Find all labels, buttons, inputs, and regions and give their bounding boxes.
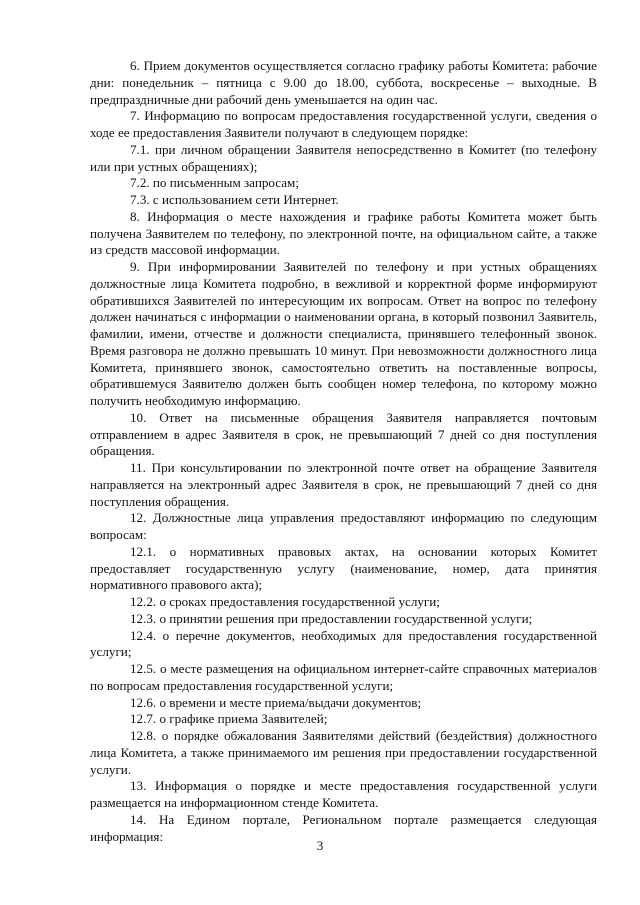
- paragraph-12-4: 12.4. о перечне документов, необходимых для предоставления государственной услуги;: [90, 627, 597, 660]
- paragraph-13: 13. Информация о порядке и месте предоставления государственной услуги размещается на информационном стенде Комитета.: [90, 778, 597, 810]
- paragraph-12-6: 12.6. о времени и месте приема/выдачи документов;: [130, 694, 422, 710]
- paragraph-12-8: 12.8. о порядке обжалования Заявителями действий (бездействия) должностного лица Комитета, а также принимаемого им решения при предоставлении государственной услуги.: [90, 728, 597, 777]
- paragraph-10: 10. Ответ на письменные обращения Заявителя направляется почтовым отправлением в адрес Заявителя в срок, не превышающий 7 дней со дня поступления обращения.: [90, 409, 597, 459]
- paragraph-12: 12. Должностные лица управления предоставляют информацию по следующим вопросам:: [90, 510, 597, 542]
- paragraph-7-2: 7.2. по письменным запросам;: [130, 175, 299, 191]
- paragraph-14: 14. На Едином портале, Региональном портале размещается следующая информация:: [90, 811, 597, 844]
- paragraph-12-1: 12.1. о нормативных правовых актах, на основании которых Комитет предоставляет государственную услугу (наименование, номер, дата принятия нормативного правового акта);: [90, 543, 597, 593]
- page-number: 3: [316, 838, 324, 853]
- paragraph-12-2: 12.2. о сроках предоставления государственной услуги;: [130, 594, 440, 609]
- paragraph-6: 6. Прием документов осуществляется согласно графику работы Комитета: рабочие дни: понедельник – пятница с 9.00 до 18.00, суббота, воскресенье – выходные. В предпраздничные дни рабочий день уменьшается на один час.: [90, 58, 597, 107]
- paragraph-7: 7. Информацию по вопросам предоставления государственной услуги, сведения о ходе ее предоставления Заявители получают в следующем порядке:: [90, 108, 597, 140]
- paragraph-7-1: 7.1. при личном обращении Заявителя непосредственно в Комитет (по телефону или при устных обращениях);: [90, 141, 597, 174]
- paragraph-12-3: 12.3. о принятии решения при предоставлении государственной услуги;: [130, 610, 533, 626]
- paragraph-11: 11. При консультировании по электронной почте ответ на обращение Заявителя направляется на электронный адрес Заявителя в срок, не превышающий 7 дней со дня поступления обращения.: [90, 460, 597, 509]
- document-page: [90, 58, 597, 845]
- paragraph-12-7: 12.7. о графике приема Заявителей;: [130, 711, 328, 727]
- paragraph-12-5: 12.5. о месте размещения на официальном интернет-сайте справочных материалов по вопросам предоставления государственной услуги;: [90, 661, 597, 693]
- paragraph-9: 9. При информировании Заявителей по телефону и при устных обращениях должностные лица Комитета подробно, в вежливой и корректной форме информируют обратившихся Заявителей по интересующим их вопросам. Ответ на вопрос по телефону должен начинаться с информации о наименовании органа, в который позвонил Заявитель, фамилии, имени, отчестве и должности специалиста, принявшего телефонный звонок. Время разговора не должно превышать 10 минут. При невозможности должностного лица Комитета, принявшего звонок, самостоятельно ответить на поставленные вопросы, обратившемуся Заявителю должен быть сообщен номер телефона, по которому можно получить необходимую информацию.: [90, 259, 597, 408]
- paragraph-7-3: 7.3. с использованием сети Интернет.: [130, 192, 339, 207]
- paragraph-8: 8. Информация о месте нахождения и графике работы Комитета может быть получена Заявителем по телефону, по электронной почте, на официальном сайте, а также из средств массовой информации.: [90, 208, 597, 258]
